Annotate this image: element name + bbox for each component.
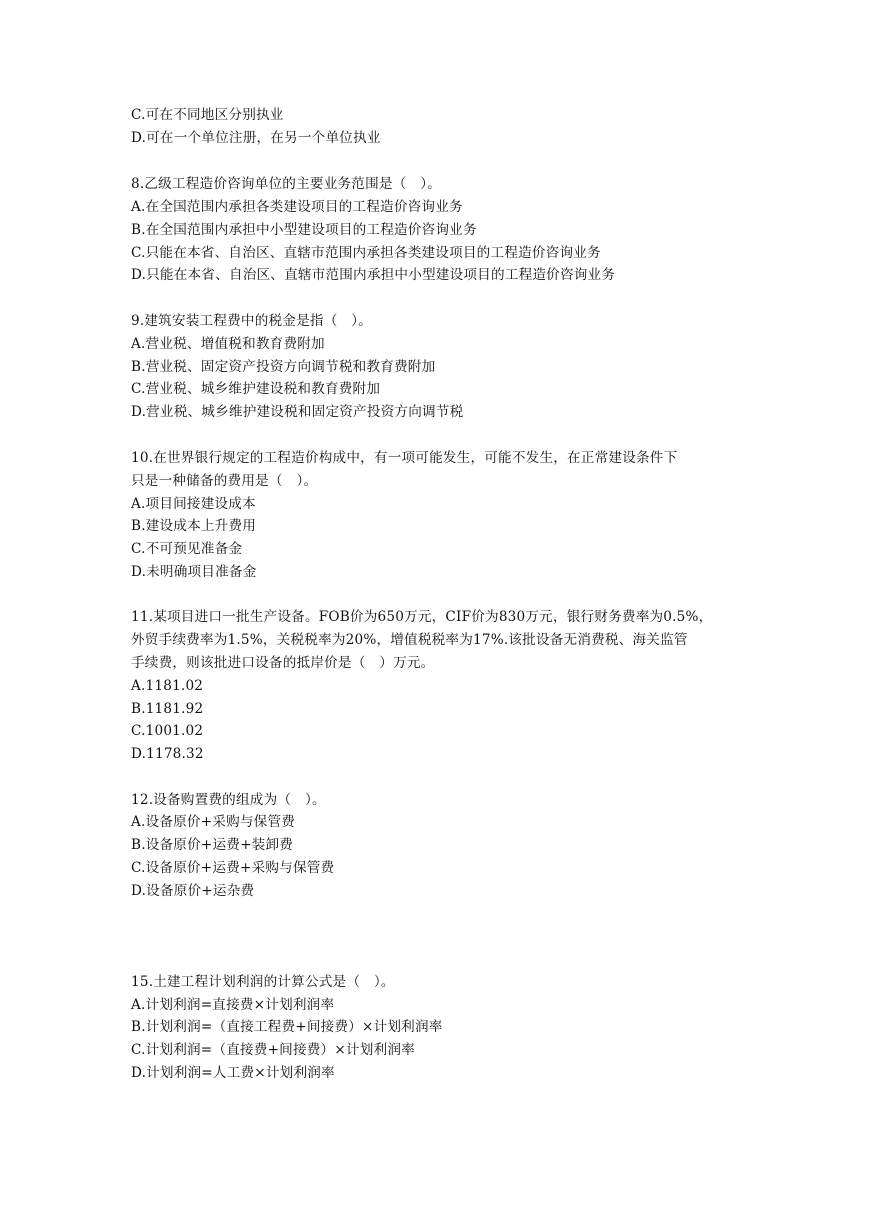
option-text: C.可在不同地区分别执业 — [131, 107, 284, 123]
option-text: A.计划利润=直接费×计划利润率 — [131, 997, 335, 1013]
option-text: D.只能在本省、自治区、直辖市范围内承担中小型建设项目的工程造价咨询业务 — [131, 267, 616, 283]
question-stem: 11.某项目进口一批生产设备。FOB价为650万元，CIF价为830万元，银行财务费率为0.5%， — [131, 609, 713, 625]
question-stem: 手续费，则该批进口设备的抵岸价是（ ）万元。 — [131, 655, 435, 671]
option-text: C.不可预见准备金 — [131, 541, 243, 557]
option-text: D.计划利润=人工费×计划利润率 — [131, 1065, 335, 1081]
question-stem: 只是一种储备的费用是（ ）。 — [131, 473, 318, 489]
option-text: B.计划利润=（直接工程费+间接费）×计划利润率 — [131, 1019, 443, 1035]
question-stem: 9.建筑安装工程费中的税金是指（ ）。 — [131, 313, 373, 329]
option-text: B.建设成本上升费用 — [131, 518, 257, 534]
option-text: A.项目间接建设成本 — [131, 496, 256, 512]
option-text: D.营业税、城乡维护建设税和固定资产投资方向调节税 — [131, 404, 464, 420]
option-text: A.营业税、增值税和教育费附加 — [131, 336, 325, 352]
option-text: A.设备原价+采购与保管费 — [131, 814, 296, 830]
option-text: D.1178.32 — [131, 746, 204, 762]
option-text: A.1181.02 — [131, 678, 204, 694]
option-text: B.营业税、固定资产投资方向调节税和教育费附加 — [131, 359, 436, 375]
option-text: D.可在一个单位注册，在另一个单位执业 — [131, 130, 381, 146]
question-stem: 外贸手续费率为1.5%，关税税率为20%，增值税税率为17%.该批设备无消费税、海关监管 — [131, 632, 688, 648]
option-text: B.1181.92 — [131, 701, 204, 717]
option-text: B.设备原价+运费+装卸费 — [131, 837, 294, 853]
option-text: C.营业税、城乡维护建设税和教育费附加 — [131, 381, 381, 397]
option-text: C.1001.02 — [131, 723, 204, 739]
question-stem: 15.土建工程计划利润的计算公式是（ ）。 — [131, 974, 395, 990]
question-stem: 12.设备购置费的组成为（ ）。 — [131, 792, 326, 808]
option-text: B.在全国范围内承担中小型建设项目的工程造价咨询业务 — [131, 222, 477, 238]
option-text: C.设备原价+运费+采购与保管费 — [131, 860, 335, 876]
option-text: D.设备原价+运杂费 — [131, 883, 255, 899]
question-stem: 10.在世界银行规定的工程造价构成中，有一项可能发生，可能不发生，在正常建设条件下 — [131, 450, 678, 466]
option-text: D.未明确项目准备金 — [131, 564, 257, 580]
question-stem: 8.乙级工程造价咨询单位的主要业务范围是（ ）。 — [131, 176, 442, 192]
option-text: C.只能在本省、自治区、直辖市范围内承担各类建设项目的工程造价咨询业务 — [131, 245, 601, 261]
option-text: A.在全国范围内承担各类建设项目的工程造价咨询业务 — [131, 199, 463, 215]
option-text: C.计划利润=（直接费+间接费）×计划利润率 — [131, 1042, 415, 1058]
